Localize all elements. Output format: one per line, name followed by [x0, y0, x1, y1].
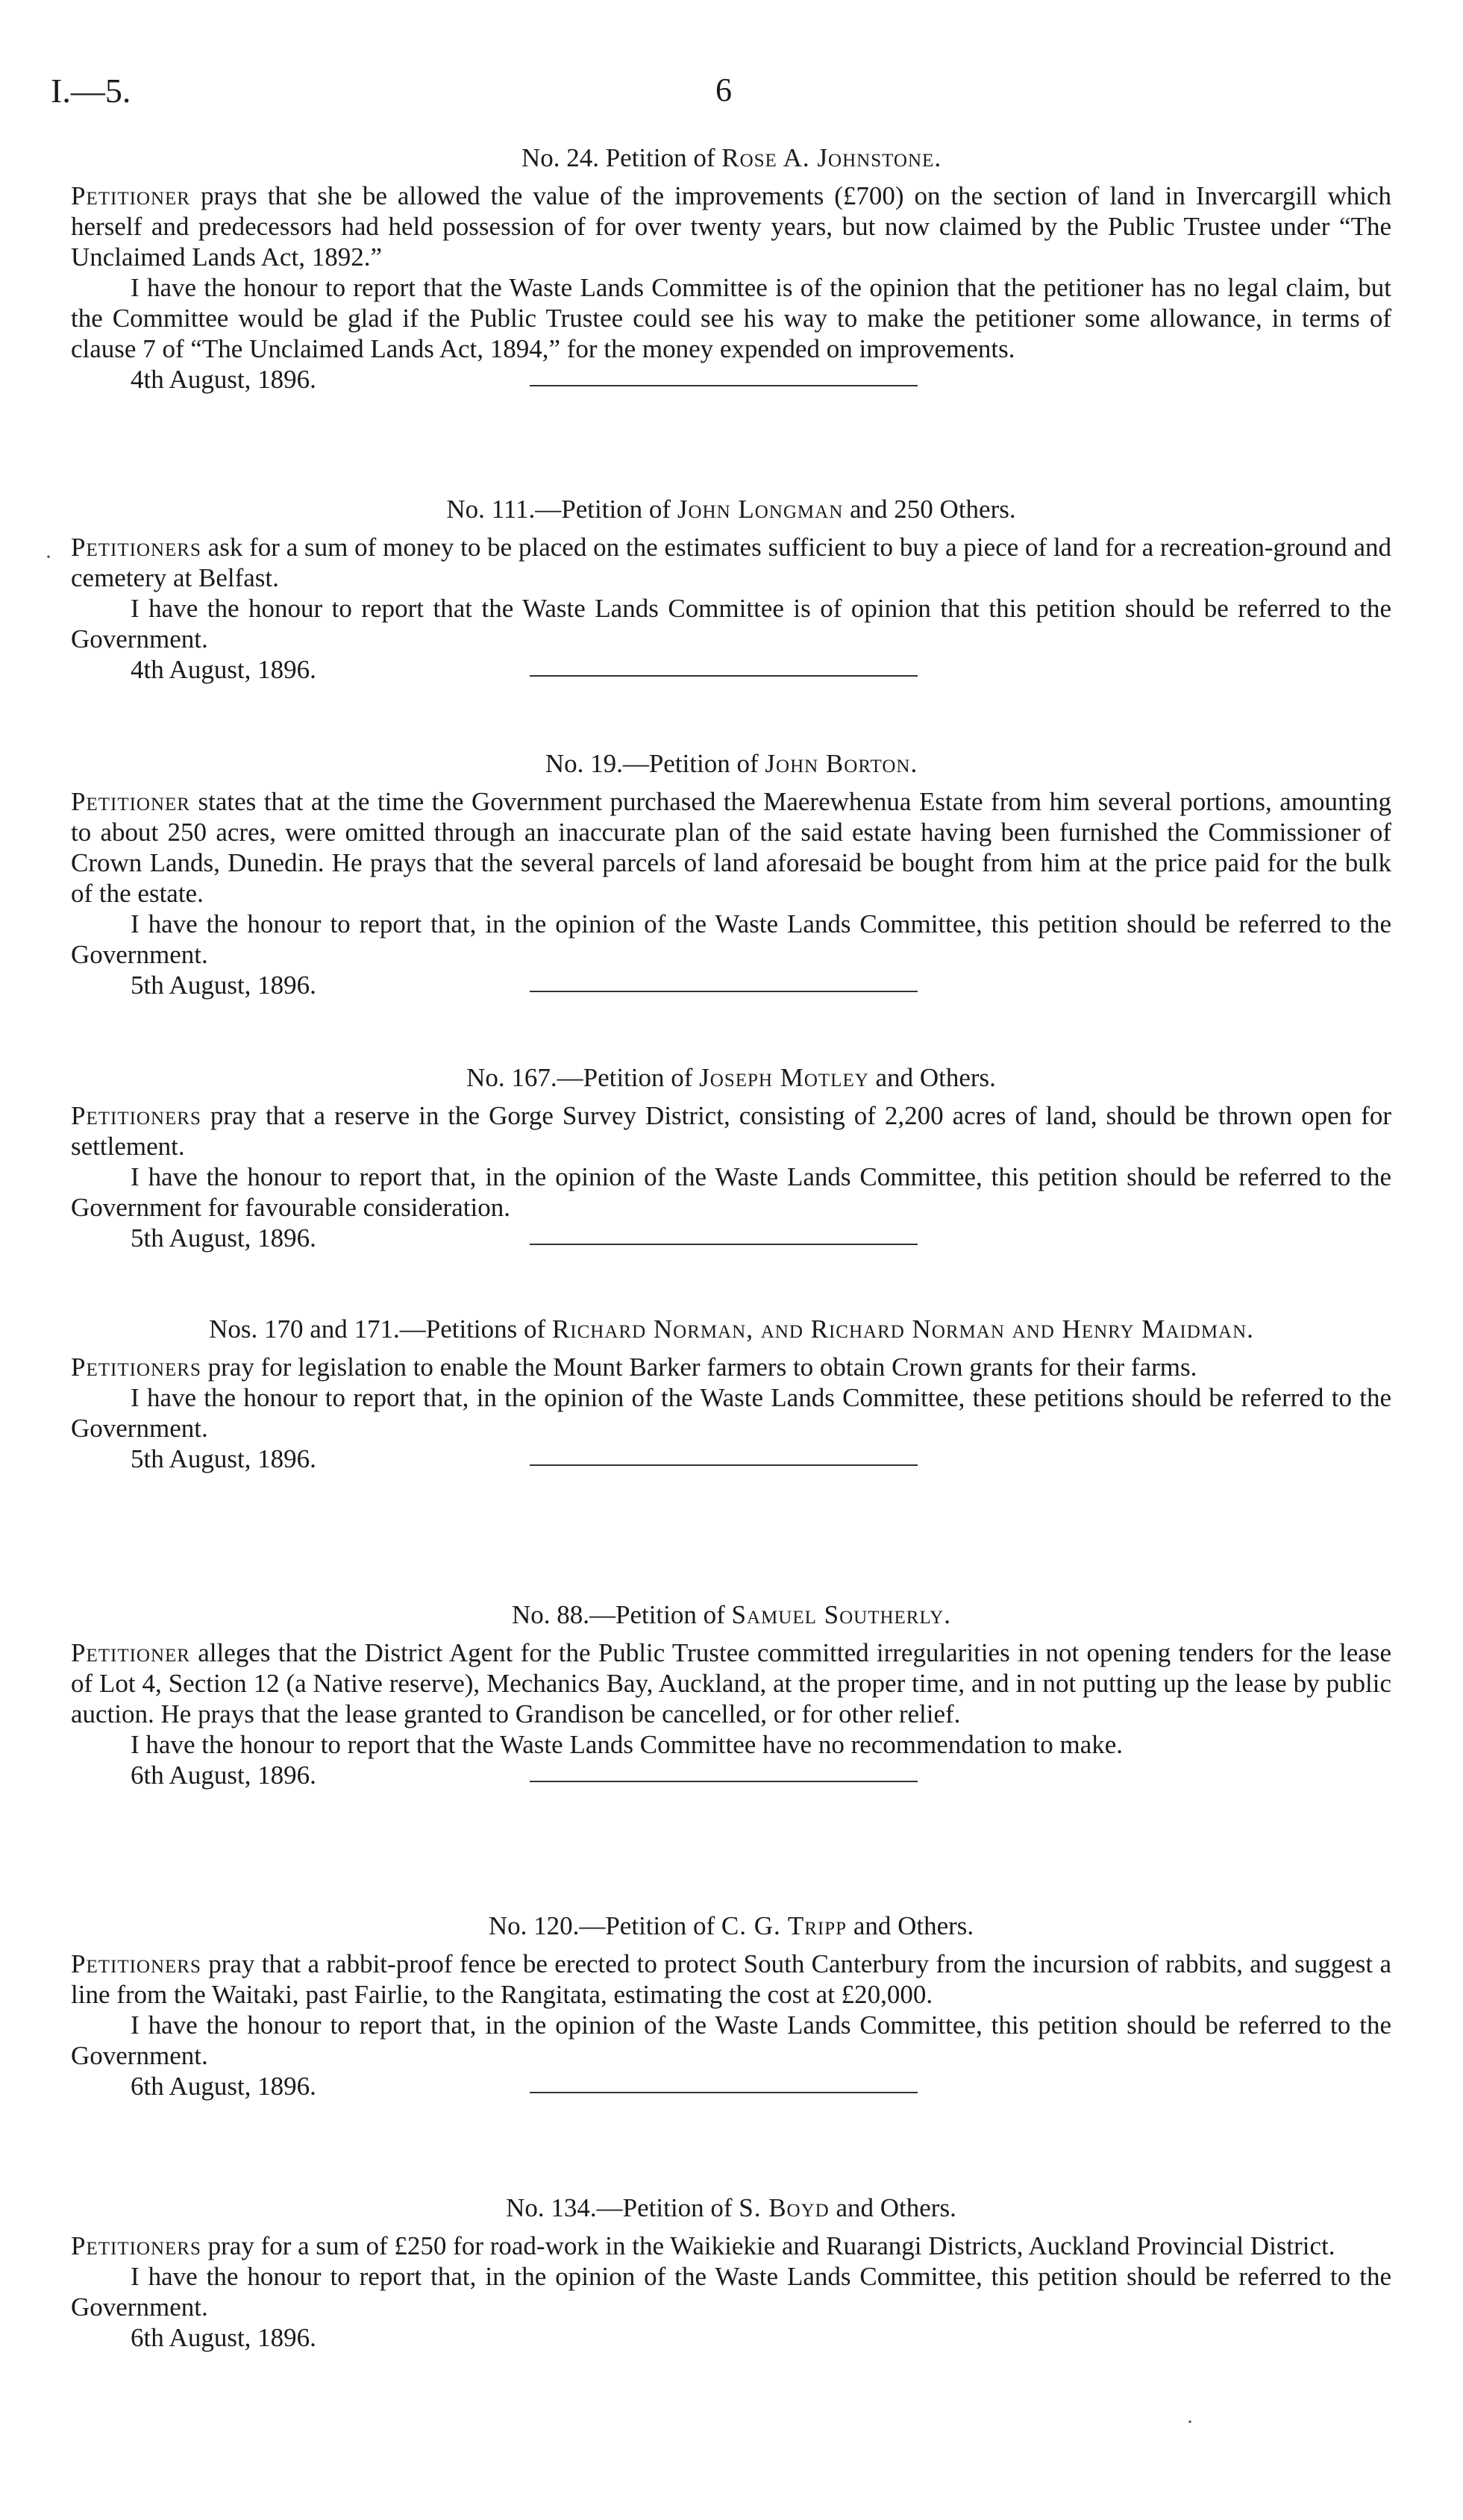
petition-title: No. 88.—Petition of Samuel Southerly.: [511, 1600, 951, 1629]
section-divider: [530, 1464, 918, 1466]
committee-report: I have the honour to report that, in the opinion of the Waste Lands Committee, this petition should be referred to the Government for favourable consideration.: [71, 1162, 1391, 1222]
petition-body: Petitioner states that at the time the Government purchased the Maerewhenua Estate from him several portions, amounting to about 250 acres, were omitted through an inaccurate plan of the said estate having been furnished the Commissioner of Crown Lands, Dunedin. He prays that the several parcels of land aforesaid be bought from him at the price paid for the bulk of the estate.: [71, 787, 1391, 908]
petition-no-24: [71, 143, 1391, 395]
petition-no-120: [71, 1911, 1391, 2101]
committee-report: I have the honour to report that, in the opinion of the Waste Lands Committee, this petition should be referred to the Government.: [71, 2010, 1391, 2070]
report-date: 4th August, 1896.: [131, 365, 316, 394]
petition-body: Petitioners pray that a reserve in the Gorge Survey District, consisting of 2,200 acres of land, should be thrown open for settlement.: [71, 1101, 1391, 1161]
petitioner-name: Joseph Motley: [699, 1063, 869, 1092]
print-speck: ·: [1186, 2410, 1194, 2434]
petition-title: No. 120.—Petition of C. G. Tripp and Others.: [488, 1911, 974, 1940]
petitioner-name: Samuel Southerly: [731, 1600, 944, 1629]
petitioner-name: John Longman: [677, 495, 844, 524]
section-divider: [530, 385, 918, 386]
section-divider: [530, 991, 918, 992]
petitioner-name: Rose A. Johnstone: [721, 143, 935, 172]
petition-nos-170-171: [71, 1314, 1391, 1474]
petition-no-134: [71, 2193, 1391, 2353]
petition-title: No. 24. Petition of Rose A. Johnstone.: [521, 143, 942, 172]
section-divider: [530, 675, 918, 677]
section-divider: [530, 1781, 918, 1782]
committee-report: I have the honour to report that the Waste Lands Committee is of the opinion that the petitioner has no legal claim, but the Committee would be glad if the Public Trustee could see his way to make the petitioner some allowance, in terms of clause 7 of “The Unclaimed Lands Act, 1894,” for the money expended on improvements.: [71, 273, 1391, 363]
petition-title: No. 134.—Petition of S. Boyd and Others.: [506, 2193, 956, 2222]
report-date: 5th August, 1896.: [131, 971, 316, 1000]
petition-title: No. 111.—Petition of John Longman and 250 Others.: [446, 495, 1016, 524]
committee-report: I have the honour to report that, in the opinion of the Waste Lands Committee, this petition should be referred to the Government.: [71, 2262, 1391, 2322]
petition-title: No. 167.—Petition of Joseph Motley and Others.: [466, 1063, 996, 1092]
page-number: 6: [715, 72, 732, 108]
petitioner-name: C. G. Tripp: [721, 1911, 848, 1940]
parliamentary-paper-reference: I.—5.: [51, 72, 131, 110]
committee-report: I have the honour to report that, in the opinion of the Waste Lands Committee, these petitions should be referred to the Government.: [71, 1383, 1391, 1443]
petition-no-111: [71, 495, 1391, 685]
print-speck: ·: [45, 545, 52, 569]
petition-body: Petitioners pray that a rabbit-proof fence be erected to protect South Canterbury from the incursion of rabbits, and suggest a line from the Waitaki, past Fairlie, to the Rangitata, estimating the cost at £20,000.: [71, 1949, 1391, 2009]
committee-report: I have the honour to report that the Waste Lands Committee have no recommendation to make.: [131, 1730, 1124, 1759]
petition-body: Petitioner prays that she be allowed the value of the improvements (£700) on the section of land in Invercargill which herself and predecessors had held possession of for over twenty years, but now claimed by the Public Trustee under “The Unclaimed Lands Act, 1892.”: [71, 181, 1391, 272]
report-date: 6th August, 1896.: [131, 1761, 316, 1790]
report-date: 6th August, 1896.: [131, 2072, 316, 2101]
petition-body: Petitioners pray for legislation to enable the Mount Barker farmers to obtain Crown grants for their farms.: [71, 1353, 1197, 1382]
report-date: 4th August, 1896.: [131, 655, 316, 684]
petitioner-name: S. Boyd: [739, 2193, 830, 2222]
petitioner-name: John Borton: [765, 749, 911, 778]
report-date: 5th August, 1896.: [131, 1223, 316, 1253]
petition-body: Petitioners ask for a sum of money to be placed on the estimates sufficient to buy a piece of land for a recreation-ground and cemetery at Belfast.: [71, 533, 1391, 592]
petition-title: Nos. 170 and 171.—Petitions of Richard Norman, and Richard Norman and Henry Maidman.: [209, 1314, 1253, 1344]
petition-body: Petitioners pray for a sum of £250 for road-work in the Waikiekie and Ruarangi Districts, Auckland Provincial District.: [71, 2231, 1335, 2260]
petition-body: Petitioner alleges that the District Agent for the Public Trustee committed irregularities in not opening tenders for the lease of Lot 4, Section 12 (a Native reserve), Mechanics Bay, Auckland, at the proper time, and in not putting up the lease by public auction. He prays that the lease granted to Grandison be cancelled, or for other relief.: [71, 1638, 1391, 1728]
section-divider: [530, 2092, 918, 2093]
section-divider: [530, 1244, 918, 1245]
petition-title: No. 19.—Petition of John Borton.: [545, 749, 918, 778]
committee-report: I have the honour to report that, in the opinion of the Waste Lands Committee, this petition should be referred to the Government.: [71, 909, 1391, 969]
petition-no-167: [71, 1063, 1391, 1253]
petition-no-19: [71, 749, 1391, 1000]
report-date: 5th August, 1896.: [131, 1444, 316, 1473]
committee-report: I have the honour to report that the Waste Lands Committee is of opinion that this petition should be referred to the Government.: [71, 594, 1391, 653]
report-date: 6th August, 1896.: [131, 2323, 316, 2352]
petitioner-name: Richard Norman, and Richard Norman and Henry Maidman: [551, 1314, 1247, 1344]
petition-no-88: [71, 1600, 1391, 1790]
